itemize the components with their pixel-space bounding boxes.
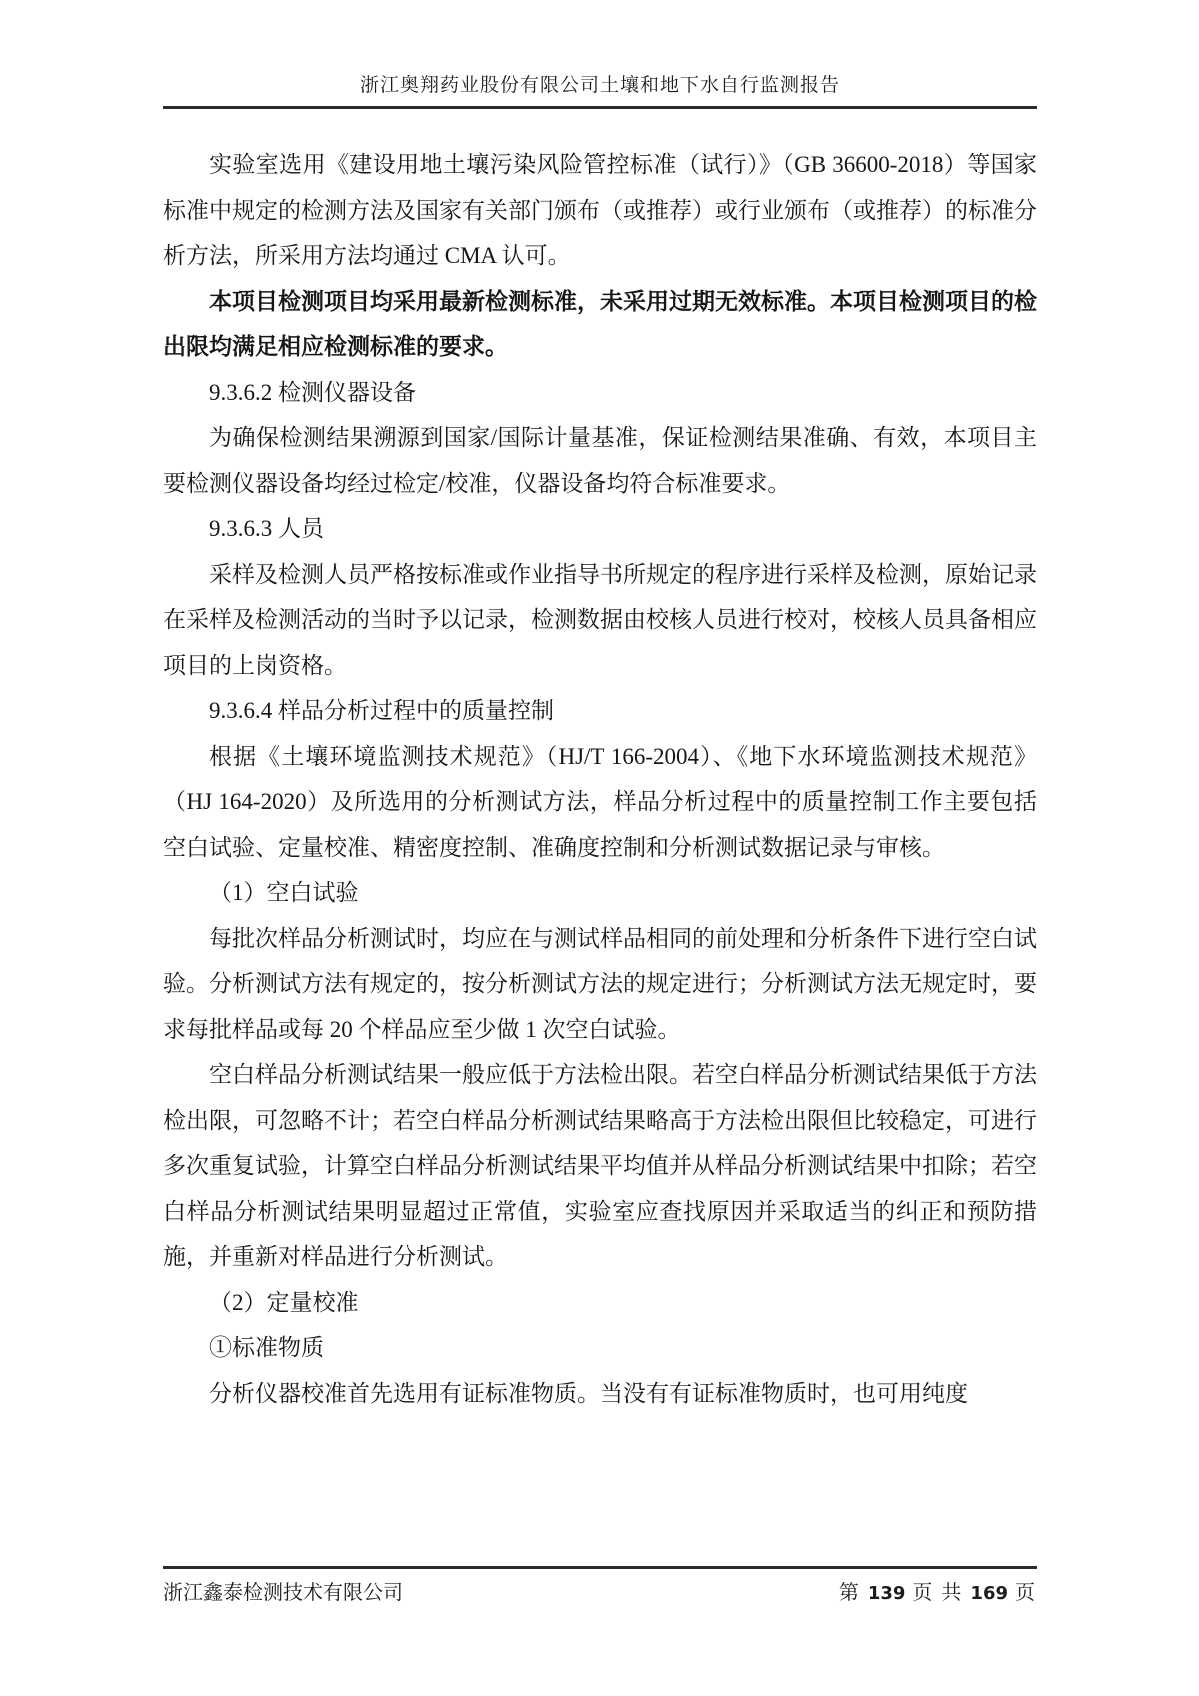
document-body [163,142,1037,1416]
paragraph: ①标准物质 [209,1335,324,1360]
paragraph: 实验室选用《建设用地土壤污染风险管控标准（试行）》（GB 36600-2018）等国家标准中规定的检测方法及国家有关部门颁布（或推荐）或行业颁布（或推荐）的标准分析方法，所采用方法均通过 CMA 认可。 [163,152,1037,268]
page-header-title: 浙江奥翔药业股份有限公司土壤和地下水自行监测报告 [163,70,1037,109]
footer-page-indicator [839,1576,1037,1605]
paragraph: 空白样品分析测试结果一般应低于方法检出限。若空白样品分析测试结果低于方法检出限，可忽略不计；若空白样品分析测试结果略高于方法检出限但比较稳定，可进行多次重复试验，计算空白样品分析测试结果平均值并从样品分析测试结果中扣除；若空白样品分析测试结果明显超过正常值，实验室应查找原因并采取适当的纠正和预防措施，并重新对样品进行分析测试。 [163,1062,1037,1269]
footer-page-middle: 页 共 [905,1582,971,1604]
footer-total-pages: 169 [970,1583,1008,1604]
footer-company-name: 浙江鑫泰检测技术有限公司 [163,1582,403,1604]
footer-page-suffix: 页 [1008,1582,1037,1604]
paragraph: （2）定量校准 [209,1289,359,1315]
paragraph: 采样及检测人员严格按标准或作业指导书所规定的程序进行采样及检测，原始记录在采样及检测活动的当时予以记录，检测数据由校核人员进行校对，校核人员具备相应项目的上岗资格。 [163,561,1037,678]
paragraph: 每批次样品分析测试时，均应在与测试样品相同的前处理和分析条件下进行空白试验。分析测试方法有规定的，按分析测试方法的规定进行；分析测试方法无规定时，要求每批样品或每 20 个样品应至少做 1 次空白试验。 [163,925,1037,1042]
page-footer [163,1566,1037,1605]
paragraph: 9.3.6.2 检测仪器设备 [209,379,416,405]
footer-page-prefix: 第 [838,1582,868,1604]
footer-page-number: 139 [867,1583,906,1604]
paragraph: 根据《土壤环境监测技术规范》（HJ/T 166-2004）、《地下水环境监测技术规范》（HJ 164-2020）及所选用的分析测试方法，样品分析过程中的质量控制工作主要包括空白试验、定量校准、精密度控制、准确度控制和分析测试数据记录与审核。 [163,743,1037,860]
paragraph: 9.3.6.4 样品分析过程中的质量控制 [209,698,554,723]
paragraph: 为确保检测结果溯源到国家/国际计量基准，保证检测结果准确、有效，本项目主要检测仪器设备均经过检定/校准，仪器设备均符合标准要求。 [163,425,1037,496]
paragraph: 分析仪器校准首先选用有证标准物质。当没有有证标准物质时，也可用纯度 [209,1380,968,1406]
paragraph: 9.3.6.3 人员 [209,516,324,541]
paragraph-bold: 本项目检测项目均采用最新检测标准，未采用过期无效标准。本项目检测项目的检出限均满足相应检测标准的要求。 [163,288,1037,359]
paragraph: （1）空白试验 [209,880,359,905]
